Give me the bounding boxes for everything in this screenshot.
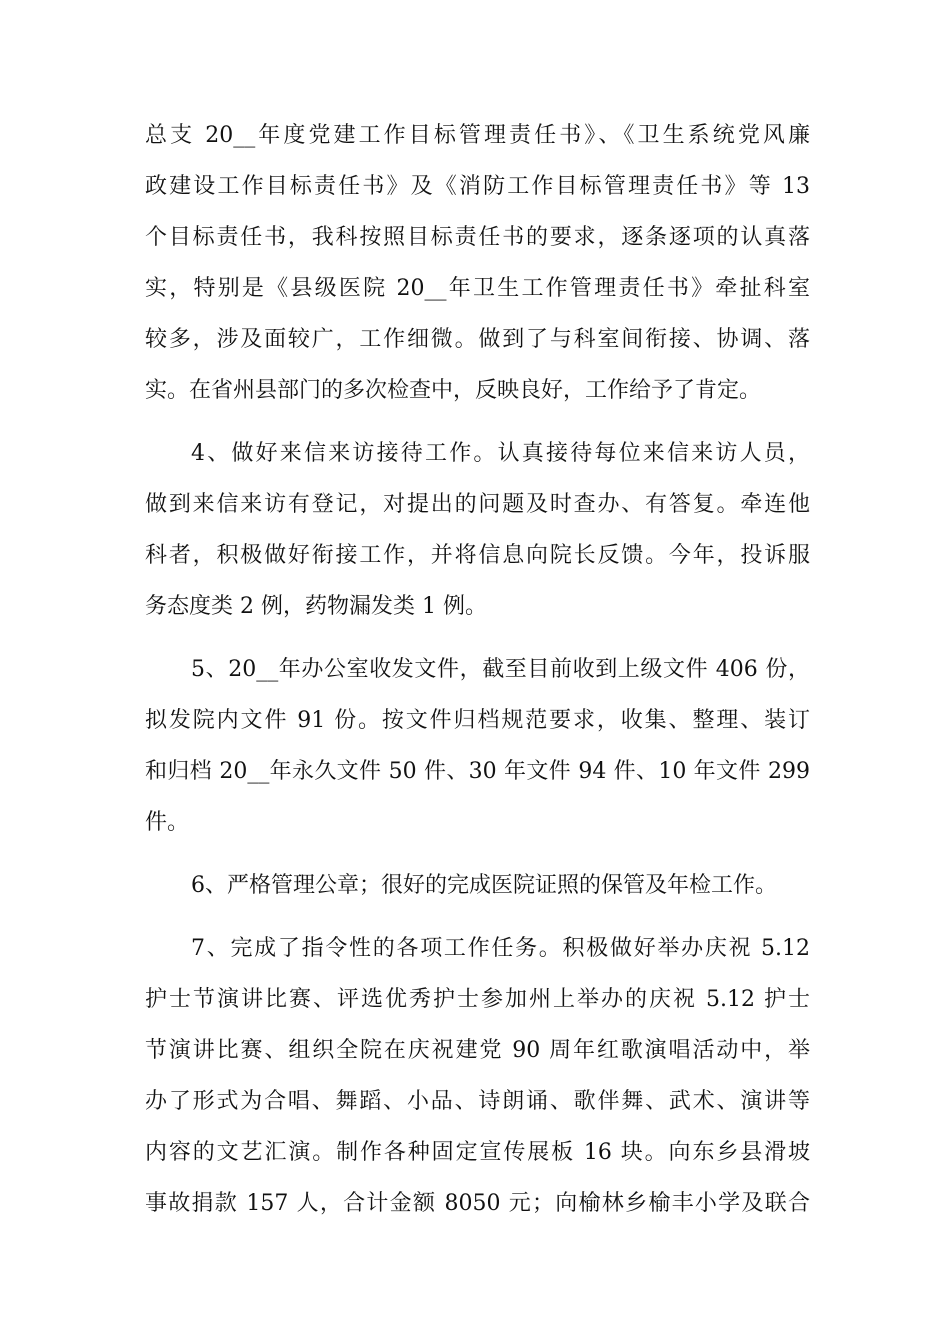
text-line: 政建设工作目标责任书》及《消防工作目标管理责任书》等 13	[145, 174, 810, 199]
text-line: 节演讲比赛、组织全院在庆祝建党 90 周年红歌演唱活动中，举	[145, 1038, 810, 1063]
text-line: 件。	[145, 810, 190, 835]
text-line: 拟发院内文件 91 份。按文件归档规范要求，收集、整理、装订	[145, 708, 810, 733]
text-line: 办了形式为合唱、舞蹈、小品、诗朗诵、歌伴舞、武术、演讲等	[145, 1089, 810, 1114]
paragraph-item-6	[145, 860, 810, 911]
text-line: 7、完成了指令性的各项工作任务。积极做好举办庆祝 5.12	[191, 936, 810, 961]
text-line: 务态度类 2 例，药物漏发类 1 例。	[145, 594, 487, 619]
paragraph-target-responsibility	[145, 110, 810, 416]
text-line: 和归档 20__年永久文件 50 件、30 年文件 94 件、10 年文件 299	[145, 759, 810, 784]
text-line: 做到来信来访有登记，对提出的问题及时查办、有答复。牵连他	[145, 492, 810, 517]
text-line: 实。在省州县部门的多次检查中，反映良好，工作给予了肯定。	[145, 378, 762, 403]
text-line: 科者，积极做好衔接工作，并将信息向院长反馈。今年，投诉服	[145, 543, 810, 568]
text-line: 4、做好来信来访接待工作。认真接待每位来信来访人员，	[191, 441, 810, 466]
text-line: 实，特别是《县级医院 20__年卫生工作管理责任书》牵扯科室	[145, 276, 810, 301]
paragraph-item-4	[145, 428, 810, 632]
text-line: 5、20__年办公室收发文件，截至目前收到上级文件 406 份，	[191, 657, 810, 682]
document-body	[145, 110, 810, 1229]
text-line: 总支 20__年度党建工作目标管理责任书》、《卫生系统党风廉	[145, 123, 810, 148]
text-line: 护士节演讲比赛、评选优秀护士参加州上举办的庆祝 5.12 护士	[145, 987, 810, 1012]
paragraph-item-5	[145, 644, 810, 848]
paragraph-item-7	[145, 923, 810, 1229]
text-line: 事故捐款 157 人，合计金额 8050 元；向榆林乡榆丰小学及联合	[145, 1191, 810, 1216]
text-line: 6、严格管理公章；很好的完成医院证照的保管及年检工作。	[191, 873, 777, 898]
text-line: 较多，涉及面较广，工作细微。做到了与科室间衔接、协调、落	[145, 327, 810, 352]
text-line: 个目标责任书，我科按照目标责任书的要求，逐条逐项的认真落	[145, 225, 810, 250]
text-line: 内容的文艺汇演。制作各种固定宣传展板 16 块。向东乡县滑坡	[145, 1140, 810, 1165]
